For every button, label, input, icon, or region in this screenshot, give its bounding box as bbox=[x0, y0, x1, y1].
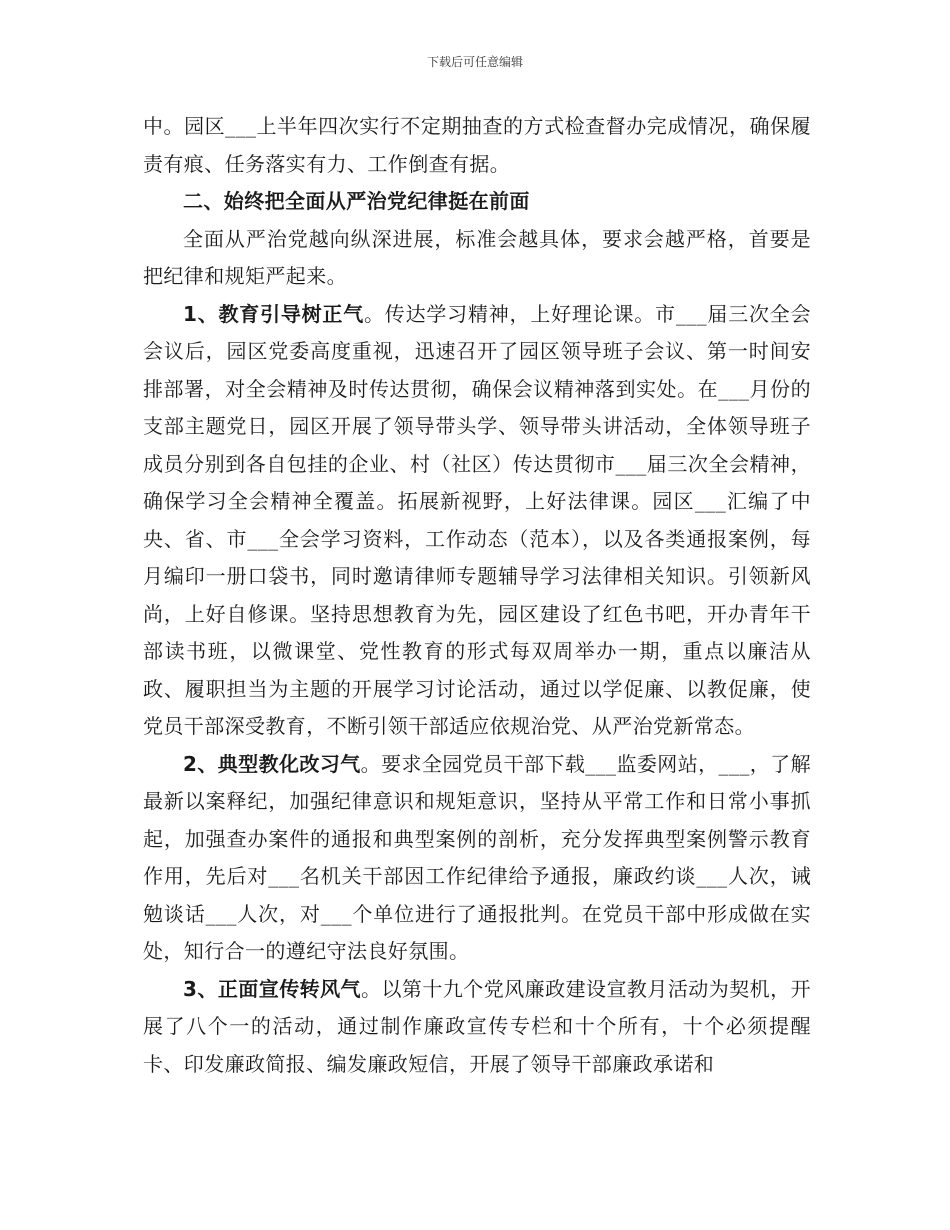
section-heading: 二、始终把全面从严治党纪律挺在前面 bbox=[183, 189, 530, 213]
item-2-lead: 2、典型教化改习气 bbox=[183, 751, 361, 776]
item-1-text: 。传达学习精神，上好理论课。市___届三次全会会议后，园区党委高度重视，迅速召开了园区领导班子会议、第一时间安排部署，对全会精神及时传达贯彻，确保会议精神落到实处。在___月份的支部主题党日，园区开展了领导带头学、领导带头讲活动，全体领导班子成员分别到各自包挂的企业、村（社区）传达贯彻市___届三次全会精神，确保学习全会精神全覆盖。拓展新视野，上好法律课。园区___汇编了中央、省、市___全会学习资料，工作动态（范本），以及各类通报案例，每月编印一册口袋书，同时邀请律师专题辅导学习法律相关知识。引领新风尚，上好自修课。坚持思想教育为先，园区建设了红色书吧，开办青年干部读书班，以微课堂、党性教育的形式每双周举办一期，重点以廉洁从政、履职担当为主题的开展学习讨论活动，通过以学促廉、以教促廉，使党员干部深受教育，不断引领干部适应依规治党、从严治党新常态。 bbox=[143, 301, 811, 738]
item-3-text: 。以第十九个党风廉政建设宣教月活动为契机，开展了八个一的活动，通过制作廉政宣传专栏和十个所有，十个必须提醒卡、印发廉政简报、编发廉政短信，开展了领导干部廉政承诺和 bbox=[143, 976, 811, 1076]
page-header: 下载后可任意编辑 bbox=[426, 55, 523, 69]
item-3-lead: 3、正面宣传转风气 bbox=[183, 976, 362, 1001]
item-1-lead: 1、教育引导树正气 bbox=[183, 301, 365, 326]
item-1-paragraph bbox=[143, 296, 811, 746]
paragraph-continuation: 中。园区___上半年四次实行不定期抽查的方式检查督办完成情况，确保履责有痕、任务落实有力、工作倒查有据。 bbox=[143, 114, 811, 176]
item-2-paragraph bbox=[143, 746, 811, 971]
document-body bbox=[143, 108, 811, 1083]
section-intro-paragraph: 全面从严治党越向纵深进展，标准会越具体，要求会越严格，首要是把纪律和规矩严起来。 bbox=[143, 226, 811, 288]
item-2-text: 。要求全园党员干部下载___监委网站，___，了解最新以案释纪，加强纪律意识和规矩意识，坚持从平常工作和日常小事抓起，加强查办案件的通报和典型案例的剖析，充分发挥典型案例警示教育作用，先后对___名机关干部因工作纪律给予通报，廉政约谈___人次，诫勉谈话___人次，对___个单位进行了通报批判。在党员干部中形成做在实处，知行合一的遵纪守法良好氛围。 bbox=[143, 751, 811, 963]
item-3-paragraph bbox=[143, 971, 811, 1084]
